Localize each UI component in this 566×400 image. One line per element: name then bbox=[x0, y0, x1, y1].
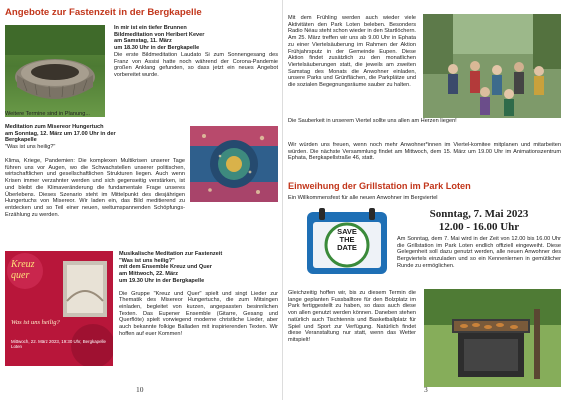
grill-station-title: Einweihung der Grillstation im Park Loten bbox=[288, 181, 471, 191]
page-number-right: 3 bbox=[424, 385, 428, 394]
well-description: Die erste Bildmeditation Laudato Si zum Sonnengesang des Franz von Assisi hatte noch während der Corona-Pandemie großen Anklang gefunden, so dass jetzt ein neues Angebot vorbereitet wurde. bbox=[114, 51, 278, 78]
music-time-place: um 19.30 Uhr in der Bergkapelle bbox=[119, 277, 205, 284]
date-word: DATE bbox=[337, 243, 357, 252]
poster-date-info: Mittwoch, 22. März 2023, 19:30 Uhr, Bergkapelle Loten bbox=[11, 339, 106, 350]
left-page-title: Angebote zur Fastenzeit in der Bergkapelle bbox=[5, 7, 202, 18]
cleanliness-appeal: Die Sauberkeit in unserem Viertel sollte uns allen am Herzen liegen! bbox=[288, 118, 457, 124]
music-quote: "Was ist uns heilig?" bbox=[119, 257, 175, 264]
section-hungertuch-meditation bbox=[5, 124, 179, 151]
stone-well-photo bbox=[5, 25, 105, 117]
poster-heading-line2: quer bbox=[11, 270, 30, 281]
section-musical-meditation bbox=[119, 251, 278, 337]
well-subtitle: Bildmeditation von Heribert Kever bbox=[114, 31, 205, 38]
hungertuch-description-a: Klima, Kriege, Pandemien: Die komplexen Multikrisen unserer Tage führen uns vor Augen, wo die Schwachstellen unserer politischen, wirtschaftlichen und gesellschaftlichen Strukturen liegen. Auch wenn Krisen immer verzahnter werden und sich gegenseitig verstärken, ist und bleibt die Klimaveränderung die fundamentale Frage unseres Überlebens. Dieses Szenario steht im Mittelpunkt des diesjährigen Hungertuchs von Misereor. Wir laden ein, das Bild meditierend zu entdecken und so Teil einer neuen, weltumspannenden Schöpfungs-Erzählung zu werden. bbox=[5, 158, 185, 218]
section-well-meditation bbox=[114, 25, 278, 79]
music-date: am Mittwoch, 22. März bbox=[119, 271, 179, 278]
well-time-place: um 18.30 Uhr in der Bergkapelle bbox=[114, 45, 200, 52]
hungertuch-place: Bergkapelle bbox=[5, 137, 37, 144]
save-the-date-icon bbox=[305, 208, 389, 276]
grill-station-subtitle: Ein Willkommensfest für alle neuen Anwohner im Bergviertel bbox=[288, 195, 438, 201]
event-time: 12.00 - 16.00 Uhr bbox=[438, 221, 520, 233]
well-title: In mir ist ein tiefer Brunnen bbox=[114, 25, 187, 31]
hungertuch-title: Meditation zum Misereor Hungertuch bbox=[5, 124, 104, 130]
page-number-left: 10 bbox=[136, 385, 144, 394]
hungertuch-artwork bbox=[190, 126, 278, 202]
cleanup-group-photo bbox=[423, 14, 561, 118]
event-date: Sonntag, 7. Mai 2023 bbox=[429, 208, 529, 220]
page-right bbox=[283, 0, 566, 400]
the-word: THE bbox=[339, 235, 355, 244]
save-word: SAVE bbox=[337, 227, 357, 236]
grill-station-description: Am Sonntag, dem 7. Mai wird in der Zeit von 12.00 bis 16.00 Uhr die Grillstation im Park Loten endlich offiziell eingeweiht. Diese Gelegenheit soll dazu genutzt werden, alle neuen Anwohner des Bergviertels einzuladen und so ein Kennenlernen in gemütlicher Runde zu ermöglichen. bbox=[397, 236, 561, 269]
music-description: Die Gruppe "Kreuz und Quer" spielt und singt Lieder zur Thematik des Misereor Hungertuchs, die zum Mitsingen einladen, begleitet von kurzen, angepassten besinnlichen Texten. Das Eupener Ensemble (Gitarre, Gesang und Querflöte) spielt vorwiegend moderne christliche Lieder, aber auch bekannte folkige Balladen mit inspirierenden Texten. Wir hoffen auf euer Kommen! bbox=[119, 290, 278, 337]
well-date: am Samstag, 11. März bbox=[114, 38, 172, 45]
save-the-date-text bbox=[329, 228, 365, 252]
grill-station-photo bbox=[424, 289, 561, 387]
poster-heading-line1: Kreuz bbox=[11, 259, 35, 270]
spring-activities-text: Mit dem Frühling werden auch wieder viele Aktivitäten den Park Loten beleben. Besonders Radio Néau steht schon wieder in den Startlöchern. Am 25. März treffen wir uns ab 9.00 Uhr in Ephata zu einer Viertelsäuberung im Rahmen der Aktion Frühjahrsputz in der Gemeinde Eupen. Diese Aktion findet zusätzlich zu den monatlichen Viertelsäuberungen statt, die jeweils am zweiten Samstag des Monats die Anwohner einladen, unsere Parks und Grünflächen, die Parkplätze und die sozialen Begegnungsräume sauber zu halten. bbox=[288, 15, 416, 89]
poster-slogan: Was ist uns heilig? bbox=[11, 319, 60, 326]
music-ensemble: mit dem Ensemble Kreuz und Quer bbox=[119, 264, 212, 271]
event-date-block bbox=[397, 208, 561, 234]
hungertuch-quote: "Was ist uns heilig?" bbox=[5, 144, 56, 151]
ensemble-poster bbox=[5, 251, 113, 366]
hungertuch-date: am Sonntag, 12. März um 17.00 Uhr in der bbox=[5, 130, 116, 137]
more-dates-note: Weitere Termine sind in Planung... bbox=[5, 111, 90, 117]
football-goals-text: Gleichzeitig hoffen wir, bis zu diesem Termin die lange geplanten Fussballtore für den Bolzplatz im Park fertiggestellt zu haben, so dass auch diese von allen genutzt werden können. Daneben stehen natürlich auch Tischtennis und Basketballplatz für Spiel und Sport zur Verfügung. Natürlich findet diese Veranstaltung nur statt, wenn das Wetter mitspielt! bbox=[288, 290, 416, 343]
committee-invitation-text: Wir würden uns freuen, wenn noch mehr Anwohner*innen im Viertel-komitee mitplanen und mitarbeiten würden. Die nächste Versammlung findet am Mittwoch, dem 15. März um 19.00 Uhr im Animationszentrum Ephata, Bergkapellstraße 46, statt. bbox=[288, 142, 561, 162]
poster-heading bbox=[11, 259, 35, 281]
music-title: Musikalische Meditation zur Fastenzeit bbox=[119, 251, 223, 257]
